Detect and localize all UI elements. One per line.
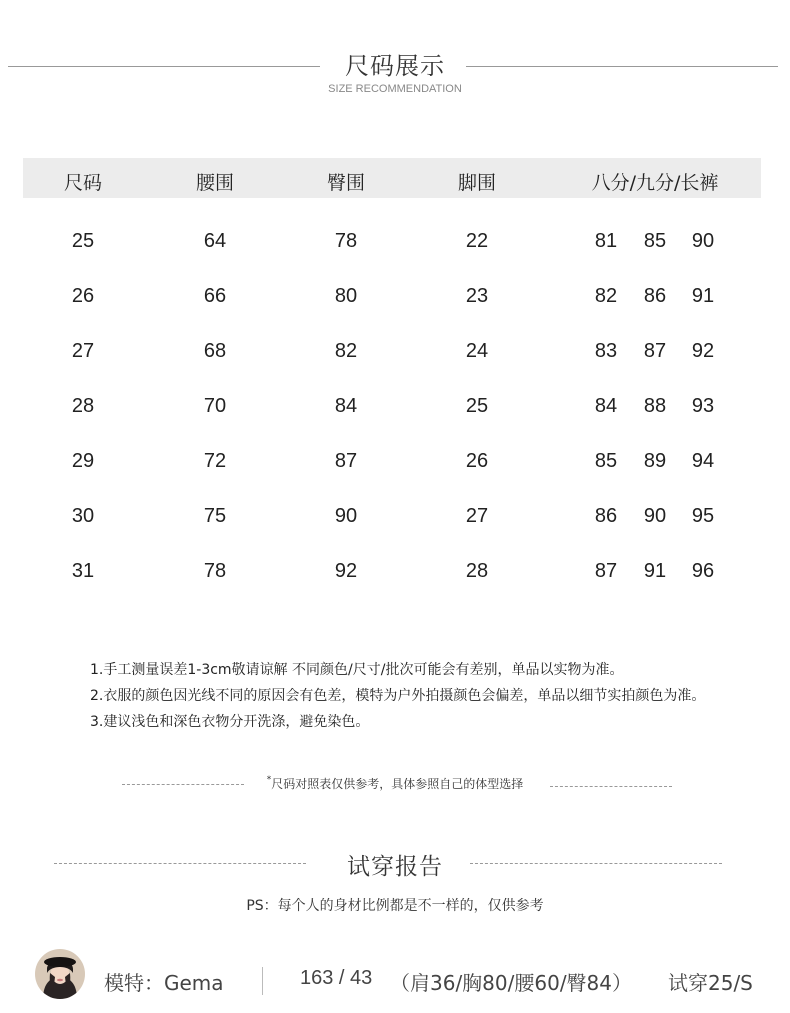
table-cell: 84	[594, 395, 618, 417]
table-cell: 31	[71, 560, 95, 582]
header-leg-opening: 脚围	[457, 172, 496, 194]
notes	[90, 657, 770, 735]
table-cell: 86	[643, 285, 667, 307]
reference-note-text: 尺码对照表仅供参考，具体参照自己的体型选择	[271, 777, 524, 791]
table-cell: 88	[643, 395, 667, 417]
table-cell: 96	[691, 560, 715, 582]
table-cell: 27	[71, 340, 95, 362]
table-cell: 27	[465, 505, 489, 527]
note-item: 3.建议浅色和深色衣物分开洗涤，避免染色。	[90, 714, 370, 730]
table-cell: 90	[643, 505, 667, 527]
table-cell: 93	[691, 395, 715, 417]
table-cell: 72	[203, 450, 227, 472]
table-cell: 78	[334, 230, 358, 252]
note-item: 2.衣服的颜色因光线不同的原因会有色差，模特为户外拍摄颜色会偏差，单品以细节实拍颜色为准。	[90, 688, 706, 704]
table-cell: 83	[594, 340, 618, 362]
table-cell: 92	[334, 560, 358, 582]
table-cell: 92	[691, 340, 715, 362]
table-cell: 87	[594, 560, 618, 582]
header-waist: 腰围	[195, 172, 234, 194]
table-cell: 85	[643, 230, 667, 252]
table-cell: 26	[465, 450, 489, 472]
header-length: 八分/九分/长裤	[591, 172, 719, 194]
model-try-size: 试穿25/S	[668, 971, 753, 995]
table-cell: 82	[594, 285, 618, 307]
separator	[262, 967, 263, 995]
table-cell: 25	[71, 230, 95, 252]
table-cell: 23	[465, 285, 489, 307]
table-cell: 28	[71, 395, 95, 417]
table-cell: 28	[465, 560, 489, 582]
table-cell: 87	[334, 450, 358, 472]
table-cell: 78	[203, 560, 227, 582]
table-cell: 22	[465, 230, 489, 252]
table-cell: 84	[334, 395, 358, 417]
table-cell: 91	[643, 560, 667, 582]
table-cell: 66	[203, 285, 227, 307]
section-subtitle: SIZE RECOMMENDATION	[328, 83, 462, 95]
table-cell: 24	[465, 340, 489, 362]
section-title: 尺码展示	[345, 52, 445, 80]
reference-note	[0, 775, 790, 792]
table-cell: 70	[203, 395, 227, 417]
table-cell: 64	[203, 230, 227, 252]
table-cell: 95	[691, 505, 715, 527]
header-hip: 臀围	[326, 172, 365, 194]
table-cell: 26	[71, 285, 95, 307]
table-cell: 30	[71, 505, 95, 527]
report-title: 试穿报告	[347, 854, 443, 880]
table-cell: 87	[643, 340, 667, 362]
avatar	[35, 949, 85, 999]
table-cell: 85	[594, 450, 618, 472]
table-cell: 89	[643, 450, 667, 472]
table-cell: 81	[594, 230, 618, 252]
note-item: 1.手工测量误差1-3cm敬请谅解 不同颜色/尺寸/批次可能会有差别，单品以实物为准。	[90, 662, 624, 678]
table-cell: 25	[465, 395, 489, 417]
header-size: 尺码	[63, 172, 102, 194]
model-measurements: （肩36/胸80/腰60/臀84）	[390, 971, 633, 995]
model-height-weight: 163 / 43	[300, 967, 373, 989]
star-mark: *	[266, 775, 272, 785]
table-cell: 90	[691, 230, 715, 252]
table-cell: 80	[334, 285, 358, 307]
table-cell: 90	[334, 505, 358, 527]
table-cell: 75	[203, 505, 227, 527]
model-name: 模特：Gema	[104, 971, 224, 995]
report-ps: PS：每个人的身材比例都是不一样的，仅供参考	[246, 898, 544, 914]
table-cell: 86	[594, 505, 618, 527]
table-cell: 91	[691, 285, 715, 307]
table-cell: 94	[691, 450, 715, 472]
table-cell: 68	[203, 340, 227, 362]
table-cell: 29	[71, 450, 95, 472]
table-cell: 82	[334, 340, 358, 362]
